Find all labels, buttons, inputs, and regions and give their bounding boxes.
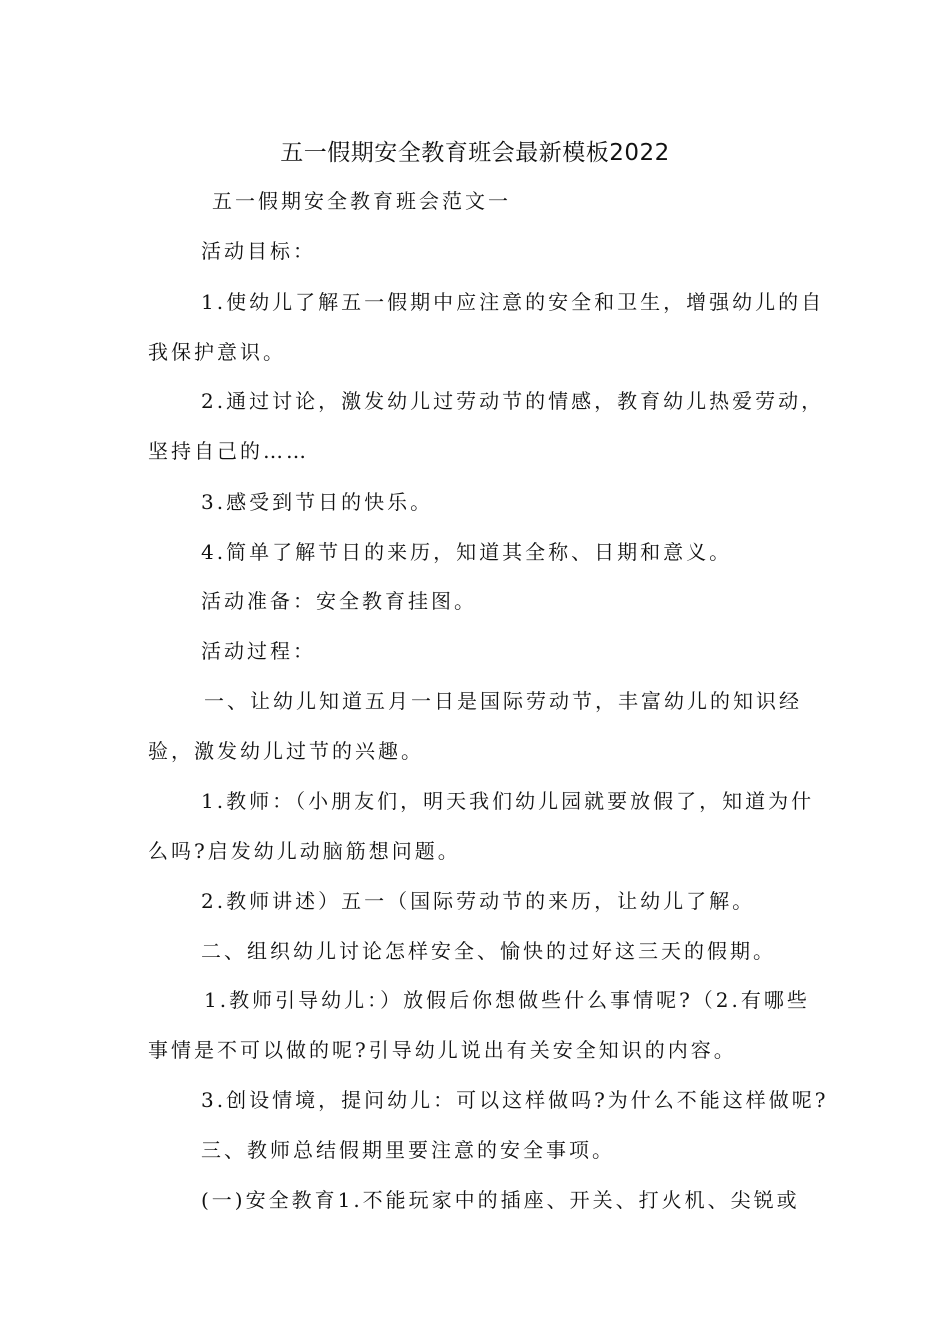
paragraph-line: 2.通过讨论，激发幼儿过劳动节的情感，教育幼儿热爱劳动， — [201, 389, 825, 413]
paragraph-line: 我保护意识。 — [148, 340, 286, 364]
paragraph-line: 三、教师总结假期里要注意的安全事项。 — [201, 1138, 615, 1162]
section-heading: 五一假期安全教育班会范文一 — [212, 189, 511, 213]
paragraph-line: 3.感受到节日的快乐。 — [201, 490, 434, 514]
paragraph-line: 3.创设情境，提问幼儿：可以这样做吗?为什么不能这样做呢? — [201, 1088, 829, 1112]
paragraph-line: 4.简单了解节日的来历，知道其全称、日期和意义。 — [201, 540, 733, 564]
paragraph-line: 活动准备：安全教育挂图。 — [201, 589, 477, 613]
paragraph-line: 1.教师：（小朋友们，明天我们幼儿园就要放假了，知道为什 — [201, 789, 815, 813]
paragraph-line: 一、让幼儿知道五月一日是国际劳动节，丰富幼儿的知识经 — [204, 689, 802, 713]
paragraph-line: 活动过程： — [201, 639, 316, 663]
paragraph-line: 坚持自己的…… — [148, 439, 309, 463]
paragraph-line: 二、组织幼儿讨论怎样安全、愉快的过好这三天的假期。 — [201, 939, 776, 963]
paragraph-line: 2.教师讲述）五一（国际劳动节的来历，让幼儿了解。 — [201, 889, 756, 913]
paragraph-line: 1.教师引导幼儿：）放假后你想做些什么事情呢?（2.有哪些 — [204, 988, 810, 1012]
paragraph-line: 验，激发幼儿过节的兴趣。 — [148, 739, 424, 763]
paragraph-line: (一)安全教育1.不能玩家中的插座、开关、打火机、尖锐或 — [201, 1188, 800, 1212]
paragraph-line: 事情是不可以做的呢?引导幼儿说出有关安全知识的内容。 — [148, 1038, 737, 1062]
paragraph-line: 1.使幼儿了解五一假期中应注意的安全和卫生，增强幼儿的自 — [201, 290, 825, 314]
document-title: 五一假期安全教育班会最新模板2022 — [280, 140, 670, 166]
paragraph-line: 活动目标： — [201, 239, 316, 263]
paragraph-line: 么吗?启发幼儿动脑筋想问题。 — [148, 839, 461, 863]
